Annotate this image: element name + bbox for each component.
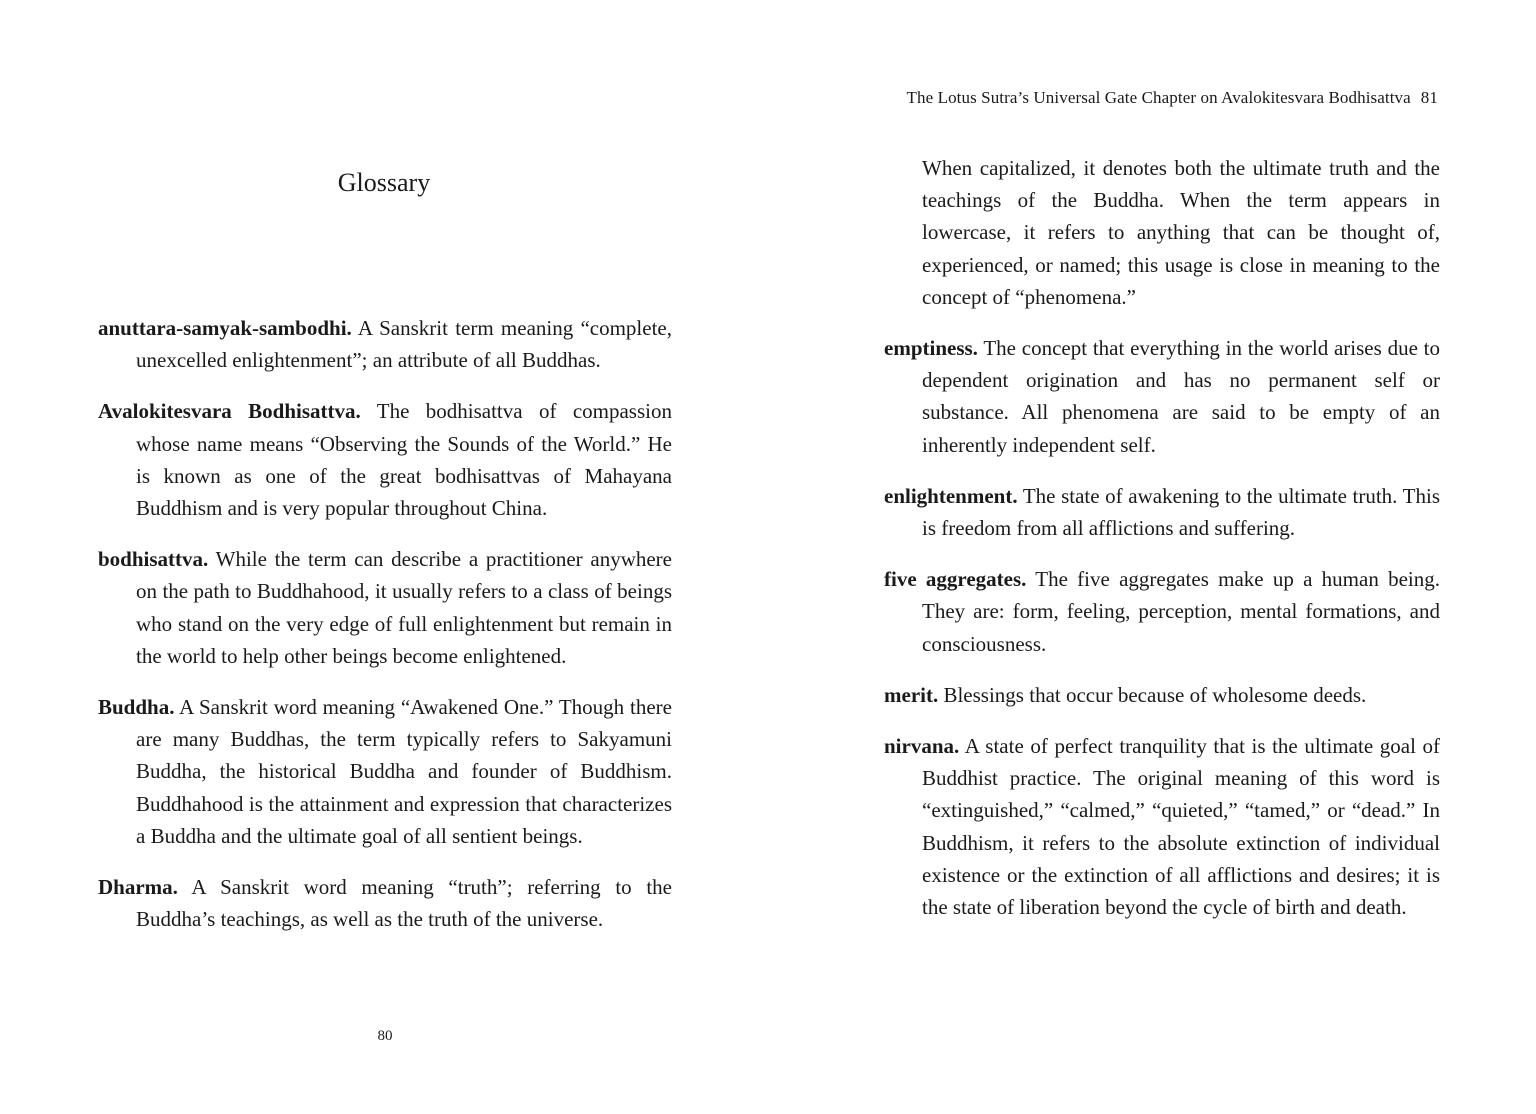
running-head-title: The Lotus Sutra’s Universal Gate Chapter on Avalokitesvara Bodhisattva xyxy=(906,88,1411,107)
glossary-entry xyxy=(884,480,1440,544)
glossary-entry xyxy=(98,395,672,524)
entry-definition: The bodhisattva of compassion whose name means “Observing the Sounds of the World.” He is known as one of the great bodhisattvas of Mahayana Buddhism and is very popular throughout China. xyxy=(136,399,672,521)
entry-continuation: When capitalized, it denotes both the ultimate truth and the teachings of the Buddha. When the term appears in lowercase, it refers to anything that can be thought of, experienced, or named; this usage is close in meaning to the concept of “phenomena.” xyxy=(922,156,1440,309)
glossary-entry xyxy=(98,543,672,672)
page-number-right: 81 xyxy=(1420,88,1438,107)
glossary-entry xyxy=(884,730,1440,923)
running-head xyxy=(868,88,1438,108)
right-page xyxy=(768,0,1536,1114)
entry-term: merit. xyxy=(884,682,939,707)
page-number-left: 80 xyxy=(377,1028,393,1044)
glossary-entries-right xyxy=(884,152,1440,942)
entry-definition: A Sanskrit word meaning “truth”; referring to the Buddha’s teachings, as well as the truth of the universe. xyxy=(136,875,672,932)
entry-term: anuttara-samyak-sambodhi. xyxy=(98,316,352,340)
entry-term: five aggregates. xyxy=(884,567,1027,592)
entry-definition: The state of awakening to the ultimate truth. This is freedom from all afflictions and suffering. xyxy=(922,483,1440,541)
glossary-entry xyxy=(98,871,672,935)
glossary-entry xyxy=(884,332,1440,461)
entry-definition: The concept that everything in the world arises due to dependent origination and has no permanent self or substance. All phenomena are said to be empty of an inherently independent self. xyxy=(922,336,1440,457)
glossary-entries-left xyxy=(98,312,672,954)
glossary-entry xyxy=(98,691,672,852)
glossary-entry xyxy=(884,563,1440,660)
glossary-entry xyxy=(884,679,1440,711)
entry-term: emptiness. xyxy=(884,336,978,361)
entry-definition: Blessings that occur because of wholesome deeds. xyxy=(938,682,1367,707)
entry-term: Avalokitesvara Bodhisattva. xyxy=(98,399,361,424)
entry-definition: A Sanskrit word meaning “Awakened One.” Though there are many Buddhas, the term typically refers to Sakyamuni Buddha, the historical Buddha and founder of Buddhism. Buddhahood is the attainment and expression that characterizes a Buddha and the ultimate goal of all sentient beings. xyxy=(136,695,672,848)
glossary-title: Glossary xyxy=(337,168,431,197)
entry-term: Buddha. xyxy=(98,695,175,720)
entry-definition: While the term can describe a practitioner anywhere on the path to Buddhahood, it usually refers to a class of beings who stand on the very edge of full enlightenment but remain in the world to help other beings become enlightened. xyxy=(136,547,672,668)
entry-term: Dharma. xyxy=(98,875,178,900)
entry-definition: The five aggregates make up a human being. They are: form, feeling, perception, mental formations, and consciousness. xyxy=(922,567,1440,656)
entry-definition: A Sanskrit term meaning “complete, unexcelled enlightenment”; an attribute of all Buddhas. xyxy=(136,316,672,373)
glossary-entry xyxy=(98,312,672,376)
entry-definition: A state of perfect tranquility that is the ultimate goal of Buddhist practice. The original meaning of this word is “extinguished,” “calmed,” “quieted,” “tamed,” or “dead.” In Buddhism, it refers to the absolute extinction of individual existence or the extinction of all afflictions and desires; it is the state of liberation beyond the cycle of birth and death. xyxy=(922,734,1440,920)
entry-term: enlightenment. xyxy=(884,483,1018,508)
entry-term: bodhisattva. xyxy=(98,547,209,572)
entry-term: nirvana. xyxy=(884,734,960,759)
